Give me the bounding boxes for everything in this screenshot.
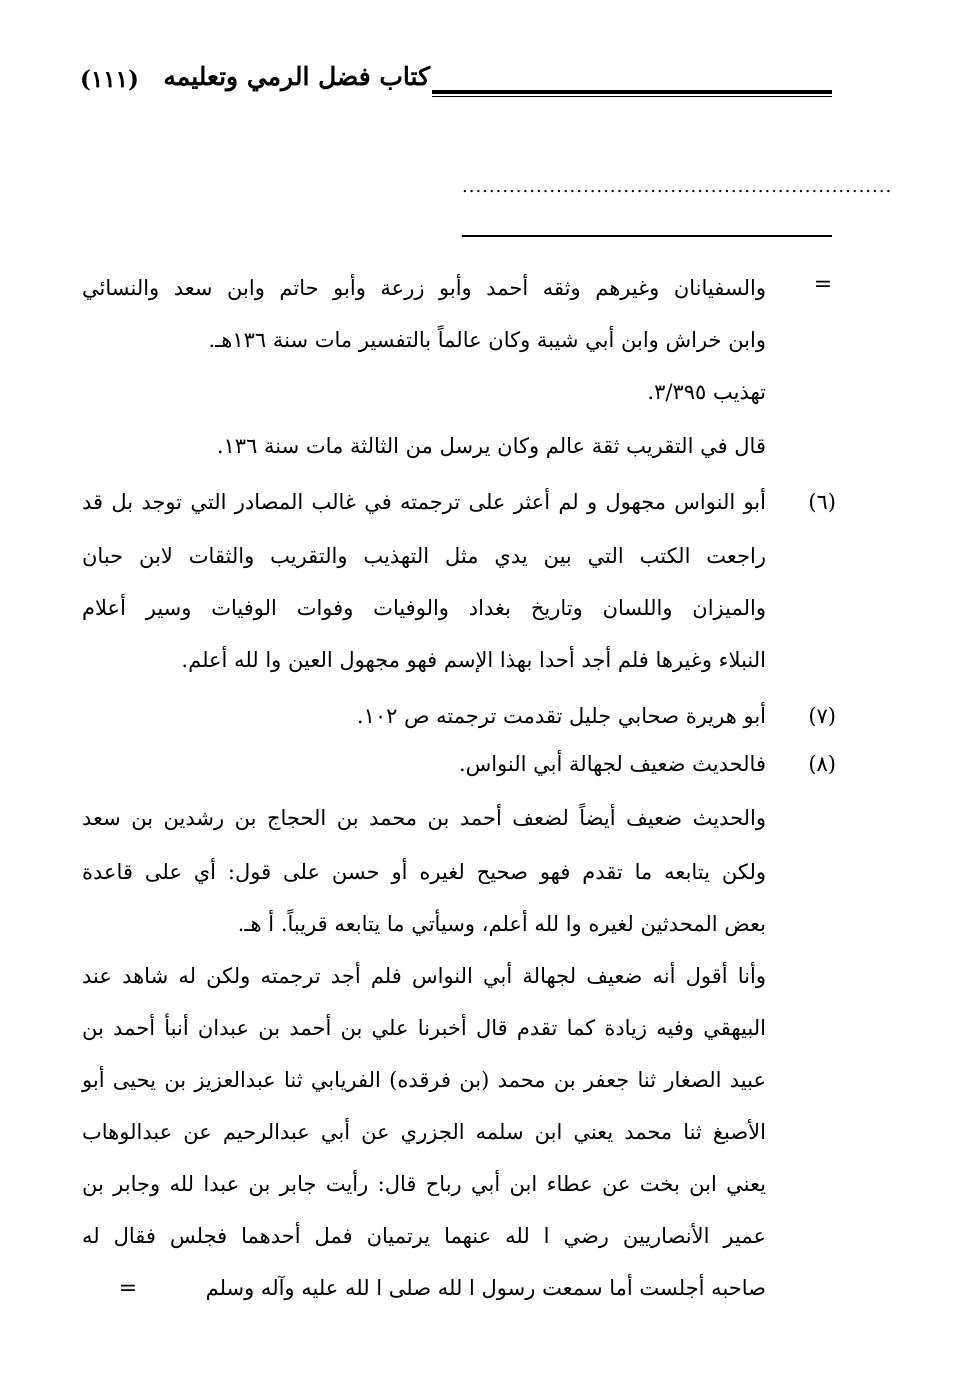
text-line: وابن خراش وابن أبي شيبة وكان عالماً بالتفسير مات سنة ١٣٦هـ. bbox=[208, 328, 766, 352]
text-line: ولكن يتابعه ما تقدم فهو صحيح لغيره أو حسن على قول: أي على قاعدة bbox=[82, 860, 766, 884]
page-number: (١١١) bbox=[80, 66, 139, 93]
dotted-leader: ................................................................ bbox=[462, 176, 893, 197]
text-line: يعني ابن بخت عن عطاء ابن أبي رباح قال: رأيت جابر بن عبدا لله وجابر بن bbox=[82, 1172, 766, 1196]
header-rule bbox=[432, 90, 832, 94]
text-line: وأنا أقول أنه ضعيف لجهالة أبي النواس فلم أجد ترجمته ولكن له شاهد عند bbox=[82, 964, 766, 988]
text-line: عمير الأنصاريين رضي ا لله عنهما يرتميان فمل أحدهما فجلس فقال له bbox=[82, 1224, 766, 1248]
text-line: أبو هريرة صحابي جليل تقدمت ترجمته ص ١٠٢. bbox=[356, 704, 766, 728]
running-title: كتاب فضل الرمي وتعليمه bbox=[163, 62, 430, 91]
text-line: أبو النواس مجهول و لم أعثر على ترجمته في غالب المصادر التي توجد بل قد bbox=[82, 490, 766, 514]
text-line: البيهقي وفيه زيادة كما تقدم قال أخبرنا علي بن أحمد بن عبدان أنبأ أحمد بن bbox=[82, 1016, 766, 1040]
text-line: تهذيب ٣/٣٩٥. bbox=[647, 380, 766, 404]
text-line: قال في التقريب ثقة عالم وكان يرسل من الثالثة مات سنة ١٣٦. bbox=[216, 434, 766, 458]
continuation-marker-top: = bbox=[813, 272, 833, 297]
text-line: عبيد الصغار ثنا جعفر بن محمد (بن فرقده) الفريابي ثنا عبدالعزيز بن يحيى أبو bbox=[82, 1068, 766, 1092]
footnote-number-6: (٦) bbox=[808, 490, 836, 514]
text-line: راجعت الكتب التي بين يدي مثل التهذيب والتقريب والثقات لابن حبان bbox=[82, 544, 766, 568]
footnote-separator bbox=[462, 235, 832, 237]
text-line: والحديث ضعيف أيضاً لضعف أحمد بن محمد بن الحجاج بن رشدين بن سعد bbox=[82, 806, 766, 830]
footnote-number-8: (٨) bbox=[808, 752, 836, 776]
text-line: بعض المحدثين لغيره وا لله أعلم، وسيأتي ما يتابعه قريباً. أ هـ. bbox=[237, 912, 766, 936]
continuation-marker-bottom: = bbox=[118, 1276, 138, 1301]
text-line: صاحبه أجلست أما سمعت رسول ا لله صلى ا لله عليه وآله وسلم bbox=[205, 1276, 766, 1300]
text-line: النبلاء وغيرها فلم أجد أحدا بهذا الإسم فهو مجهول العين وا لله أعلم. bbox=[181, 648, 766, 672]
text-line: الأصبغ ثنا محمد يعني ابن سلمه الجزري عن أبي عبدالرحيم عن عبدالوهاب bbox=[82, 1120, 766, 1144]
header-rule-thin bbox=[432, 96, 832, 97]
footnote-number-7: (٧) bbox=[808, 704, 836, 728]
text-line: والميزان واللسان وتاريخ بغداد والوفيات وفوات الوفيات وسير أعلام bbox=[82, 596, 766, 620]
text-line: والسفيانان وغيرهم وثقه أحمد وأبو زرعة وأبو حاتم وابن سعد والنسائي bbox=[82, 276, 766, 300]
text-line: فالحديث ضعيف لجهالة أبي النواس. bbox=[458, 752, 766, 776]
